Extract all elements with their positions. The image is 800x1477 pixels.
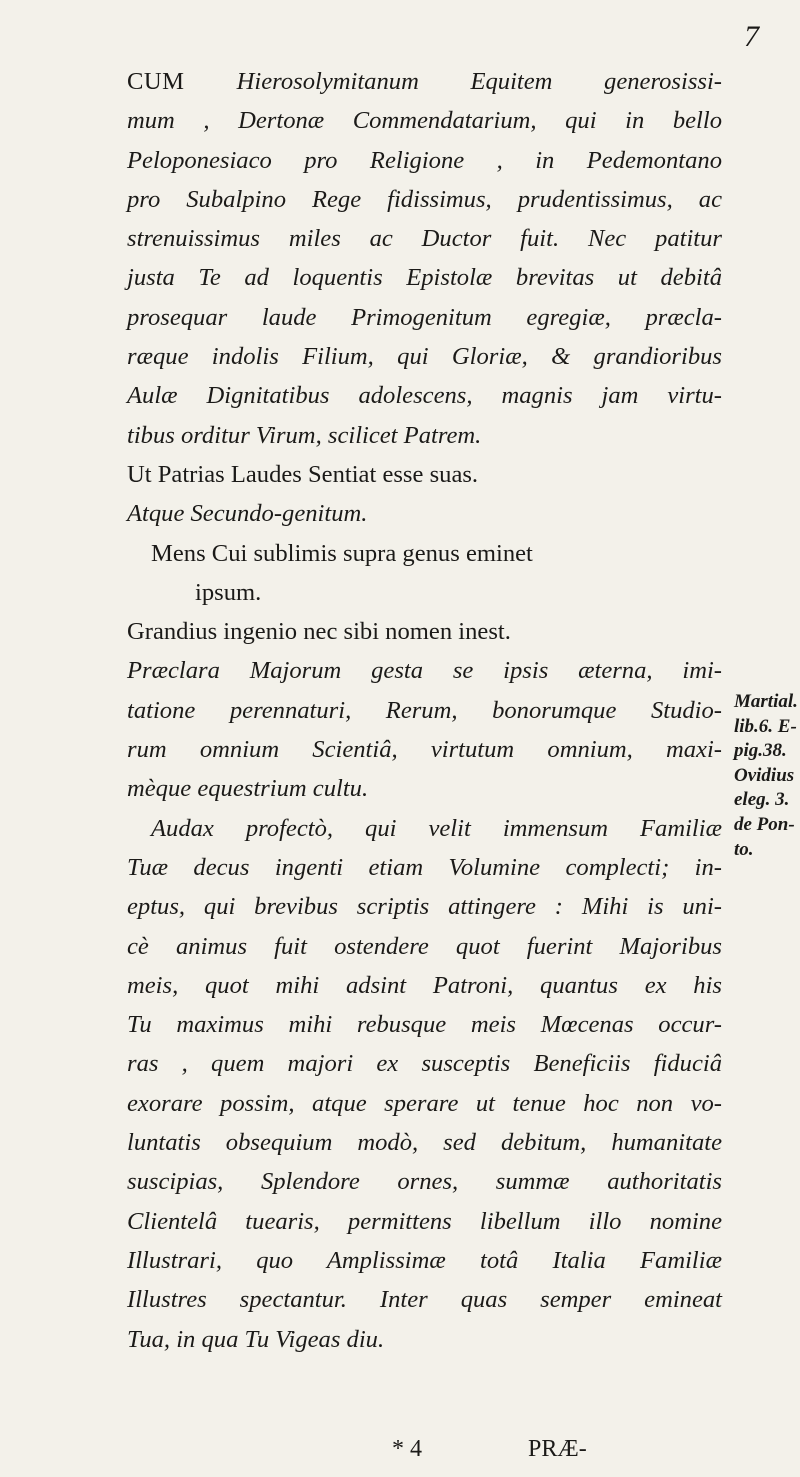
text-line: cè animus fuit ostendere quot fuerint Majoribus (127, 932, 722, 960)
text-line: Clientelâ tuearis, permittens libellum illo nomine (127, 1207, 722, 1235)
verse-line: Ut Patrias Laudes Sentiat esse suas. (127, 460, 479, 488)
text-line: mèque equestrium cultu. (127, 775, 369, 803)
text-line: tibus orditur Virum, scilicet Patrem. (127, 421, 482, 449)
text-line: CUM Hierosolymitanum Equitem generosissi- (127, 68, 722, 95)
text-line: suscipias, Splendore ornes, summæ authoritatis (127, 1168, 722, 1196)
text-line: strenuissimus miles ac Ductor fuit. Nec patitur (127, 225, 722, 253)
verse-line: ipsum. (195, 578, 262, 606)
verse-line: Grandius ingenio nec sibi nomen inest. (127, 618, 511, 646)
text-line: ras , quem majori ex susceptis Beneficiis fiduciâ (127, 1050, 722, 1078)
text-block (127, 62, 722, 1359)
text-line: tatione perennaturi, Rerum, bonorumque Studio- (127, 696, 722, 724)
text-line: pro Subalpino Rege fidissimus, prudentissimus, ac (127, 185, 722, 213)
text-line: Tuæ decus ingenti etiam Volumine complecti; in- (127, 853, 722, 881)
margin-note-line: Martial. (734, 691, 798, 712)
text-line: Peloponesiaco pro Religione , in Pedemontano (127, 146, 722, 174)
text-line: Atque Secundo-genitum. (127, 500, 368, 528)
text-line: meis, quot mihi adsint Patroni, quantus ex his (127, 971, 722, 999)
text-line: ræque indolis Filium, qui Gloriæ, & grandioribus (127, 343, 722, 371)
text-line: Illustres spectantur. Inter quas semper emineat (127, 1286, 722, 1314)
text-line: luntatis obsequium modò, sed debitum, humanitate (127, 1129, 722, 1157)
margin-note-line: Ovidius (734, 764, 795, 786)
signature-mark: * 4 (392, 1436, 422, 1462)
margin-note-line: de Pon- (734, 813, 795, 835)
text-line: Aulæ Dignitatibus adolescens, magnis jam virtu- (127, 382, 722, 410)
text-line: prosequar laude Primogenitum egregiæ, præcla- (127, 303, 722, 331)
text-line: justa Te ad loquentis Epistolæ brevitas ut debitâ (127, 264, 722, 292)
text-line: Præclara Majorum gesta se ipsis æterna, imi- (127, 657, 722, 685)
margin-note-line: pig.38. (734, 740, 787, 762)
margin-note-line: eleg. 3. (734, 789, 790, 811)
text-line: exorare possim, atque sperare ut tenue hoc non vo- (127, 1089, 722, 1117)
text-line: eptus, qui brevibus scriptis attingere : Mihi is uni- (127, 893, 722, 921)
page-number: 7 (744, 20, 759, 53)
text-line: rum omnium Scientiâ, virtutum omnium, maxi- (127, 736, 722, 764)
text-line: Audax profectò, qui velit immensum Familiæ (151, 814, 722, 842)
line-text: Hierosolymitanum Equitem generosissi- (236, 68, 722, 95)
text-line: Illustrari, quo Amplissimæ totâ Italia Familiæ (127, 1246, 722, 1274)
margin-note-line: to. (734, 838, 754, 860)
text-line: mum , Dertonæ Commendatarium, qui in bello (127, 107, 722, 135)
text-line: Tu maximus mihi rebusque meis Mœcenas occur- (127, 1011, 722, 1039)
catchword: PRÆ- (528, 1436, 587, 1462)
verse-line: Mens Cui sublimis supra genus eminet (151, 539, 533, 567)
text-line: Tua, in qua Tu Vigeas diu. (127, 1325, 385, 1353)
margin-note-line: lib.6. E- (734, 715, 797, 737)
margin-note (734, 690, 798, 862)
